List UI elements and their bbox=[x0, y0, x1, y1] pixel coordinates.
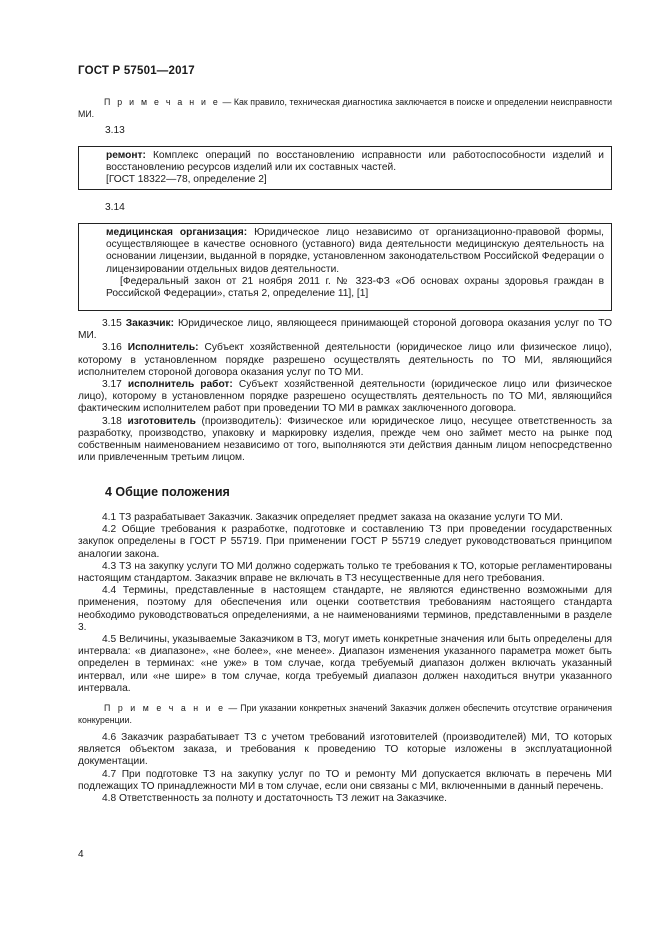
paragraph-4-2: 4.2 Общие требования к разработке, подготовке и составлению ТЗ при проведении государственных закупок определены в ГОСТ Р 55719. При применении ГОСТ Р 55719 следует руководствоваться принципом аналогии закона. bbox=[78, 524, 612, 560]
term-paragraph bbox=[78, 379, 612, 416]
term-definition: (производитель): Физическое или юридическое лицо, несущее ответственность за разработку, производство, упаковку и маркировку изделия, прежде чем оно займет место на рынке под собственным наименованием независимо от того, выполняются эти действия данным лицом непосредственно или привлеченным третьим лицом. bbox=[78, 415, 612, 464]
page-number: 4 bbox=[78, 849, 84, 860]
term-number: 3.15 bbox=[102, 318, 122, 329]
term-paragraph bbox=[78, 416, 612, 465]
note-paragraph bbox=[78, 97, 612, 120]
term-box-medical-org bbox=[78, 223, 612, 311]
section-heading: 4 Общие положения bbox=[105, 485, 230, 499]
term-name: изготовитель bbox=[127, 415, 196, 427]
paragraph-4-4: 4.4 Термины, представленные в настоящем стандарте, не являются единственно возможными для применения, поэтому для обеспечения или оценки соответствия требованиям настоящего стандарта необходимо руководствоваться определениями, а не наименованиями терминов, представленными в разделе 3. bbox=[78, 585, 612, 633]
term-number: 3.17 bbox=[102, 379, 122, 391]
document-header: ГОСТ Р 57501—2017 bbox=[78, 65, 195, 77]
term-name: медицинская организация: bbox=[106, 227, 248, 238]
definitions-block bbox=[78, 318, 612, 464]
term-paragraph bbox=[78, 342, 612, 379]
note-text: — Как правило, техническая диагностика заключается в поиске и определении неисправности МИ. bbox=[78, 97, 613, 119]
paragraph-4-5: 4.5 Величины, указываемые Заказчиком в ТЗ, могут иметь конкретные значения или быть определены для интервала: «в диапазоне», «не более», «не менее». Диапазон изменения указанного параметра может быть определен в терминах: «не уже» в том случае, когда требуемый диапазон должен включать указанный интервал, или «не шире» в том случае, когда требуемый диапазон должен находиться внутри указанного интервала. bbox=[78, 634, 612, 694]
term-name: Заказчик: bbox=[125, 318, 175, 329]
term-definition: Субъект хозяйственной деятельности (юридическое лицо или физическое лицо), которому в установленном порядке разрешено осуществлять деятельность по ТО МИ, являющийся фактическим исполнителем работ при проведении ТО МИ в рамках заключенного договора. bbox=[78, 379, 612, 415]
term-reference: [Федеральный закон от 21 ноября 2011 г. № 323-ФЗ «Об основах охраны здоровья граждан в Российской Федерации», статья 2, определение 11], [1] bbox=[106, 275, 604, 300]
term-definition: Субъект хозяйственной деятельности (юридическое лицо или физическое лицо), которому в установленном порядке разрешено осуществлять деятельность по ТО МИ, являющийся исполнителем стороной договора оказания услуг по ТО МИ. bbox=[78, 342, 612, 378]
note-label: П р и м е ч а н и е bbox=[104, 703, 226, 714]
paragraph-4-3: 4.3 ТЗ на закупку услуги ТО МИ должно содержать только те требования к ТО, которые регламентированы настоящим стандартом. Заказчик вправе не включать в ТЗ несущественные для него требования. bbox=[78, 560, 612, 585]
paragraph-4-1: 4.1 ТЗ разрабатывает Заказчик. Заказчик определяет предмет заказа на оказание услуги ТО МИ. bbox=[102, 512, 563, 523]
term-definition: Юридическое лицо, являющееся принимающей стороной договора оказания услуг по ТО МИ. bbox=[78, 318, 612, 342]
paragraph-4-8: 4.8 Ответственность за полноту и достаточность ТЗ лежит на Заказчике. bbox=[102, 793, 448, 805]
term-definition: Юридическое лицо независимо от организационно-правовой формы, осуществляющее в качестве основного (уставного) вида деятельности медицинскую деятельность на основании лицензии, выданной в порядке, установленном законодательством Российской Федерации о лицензировании отдельных видов деятельности. bbox=[106, 227, 604, 275]
term-number: 3.16 bbox=[102, 342, 122, 354]
term-number: 3.18 bbox=[102, 415, 122, 427]
paragraph-4-6: 4.6 Заказчик разрабатывает ТЗ с учетом требований изготовителей (производителей) МИ, ТО которых является объектом заказа, и требования к проведению ТО которые изложены в эксплуатационной документации. bbox=[78, 732, 612, 768]
note-label: П р и м е ч а н и е bbox=[104, 97, 220, 107]
section-body bbox=[78, 512, 612, 805]
term-reference: [ГОСТ 18322—78, определение 2] bbox=[106, 174, 267, 186]
note-paragraph bbox=[78, 703, 612, 726]
term-number: 3.13 bbox=[105, 125, 125, 136]
term-definition: Комплекс операций по восстановлению исправности или работоспособности изделий и восстановлению ресурсов изделий или их составных частей. bbox=[106, 150, 604, 174]
term-name: исполнитель работ: bbox=[127, 379, 233, 391]
note-text: — При указании конкретных значений Заказчик должен обеспечить отсутствие ограничения конкуренции. bbox=[78, 703, 612, 725]
paragraph-4-7: 4.7 При подготовке ТЗ на закупку услуг по ТО и ремонту МИ допускается включать в перечень МИ подлежащих ТО принадлежности МИ в том случае, если они связаны с МИ, включенными в данный перечень. bbox=[78, 768, 612, 792]
term-number: 3.14 bbox=[105, 202, 125, 213]
term-paragraph bbox=[78, 318, 612, 342]
term-box-repair bbox=[78, 146, 612, 190]
term-name: Исполнитель: bbox=[127, 342, 199, 354]
term-name: ремонт: bbox=[106, 150, 146, 161]
